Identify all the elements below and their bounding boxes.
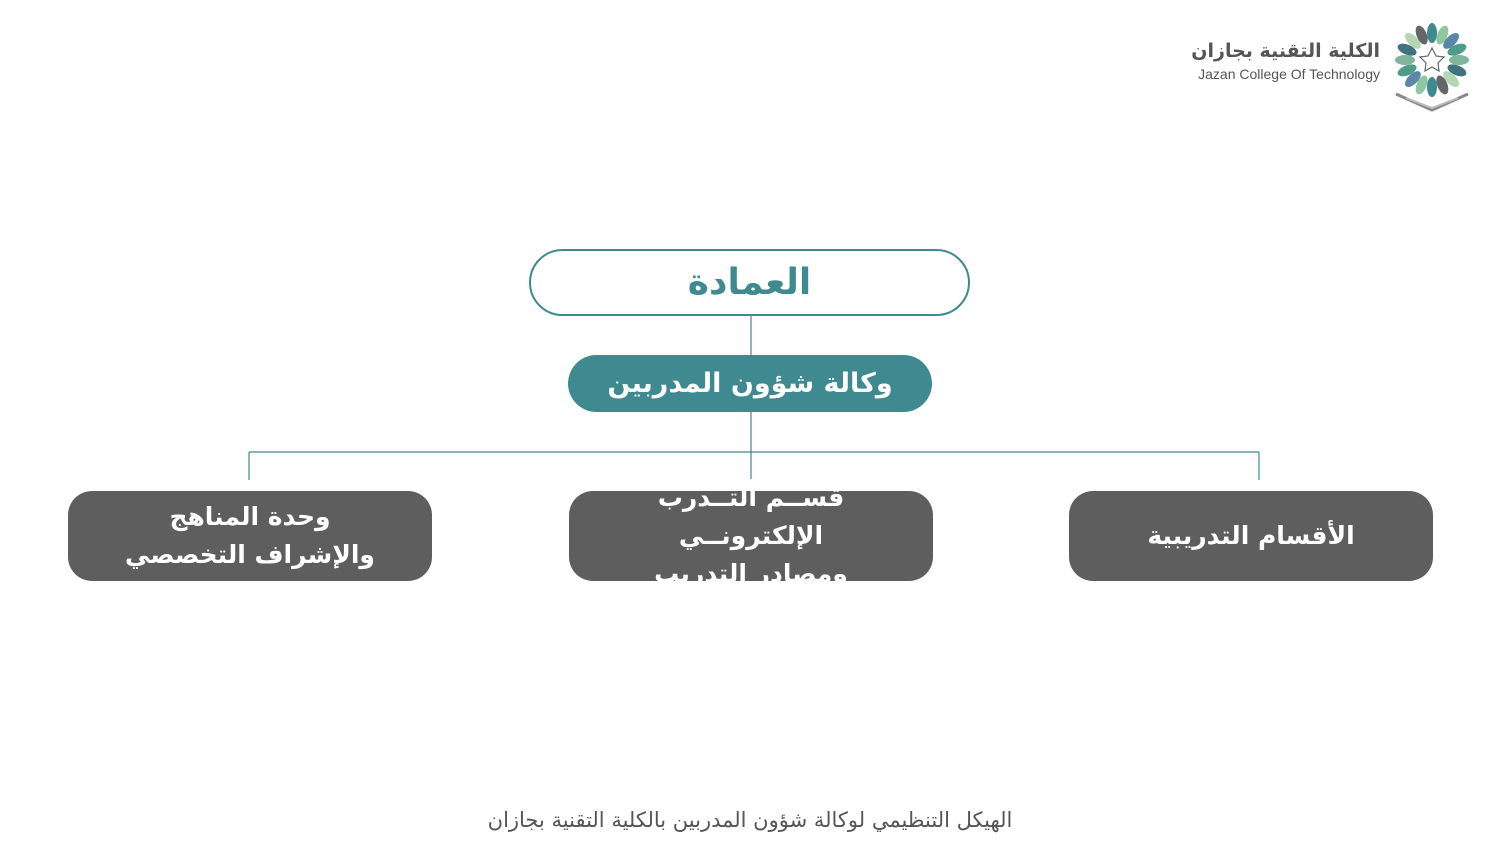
logo-name-arabic: الكلية التقنية بجازان (1191, 40, 1380, 62)
e-training-department-box (569, 483, 933, 588)
curricula-supervision-unit-box (68, 491, 432, 581)
logo-name-english: Jazan College Of Technology (1198, 66, 1380, 82)
training-departments-box (1069, 491, 1433, 581)
trainers-affairs-agency-box: وكالة شؤون المدربين (568, 355, 932, 412)
unit-label-line: قســم التــدرب الإلكترونــي (657, 483, 845, 550)
unit-label-line: والإشراف التخصصي (125, 540, 375, 569)
unit-label-line: ومصادر التدريب (654, 559, 848, 588)
unit-label-line: وحدة المناهج (169, 502, 331, 531)
deanship-box: العمادة (529, 249, 970, 316)
unit-label-line: الأقسام التدريبية (1147, 521, 1355, 550)
chart-caption: الهيكل التنظيمي لوكالة شؤون المدربين بالكلية التقنية بجازان (487, 808, 1013, 832)
